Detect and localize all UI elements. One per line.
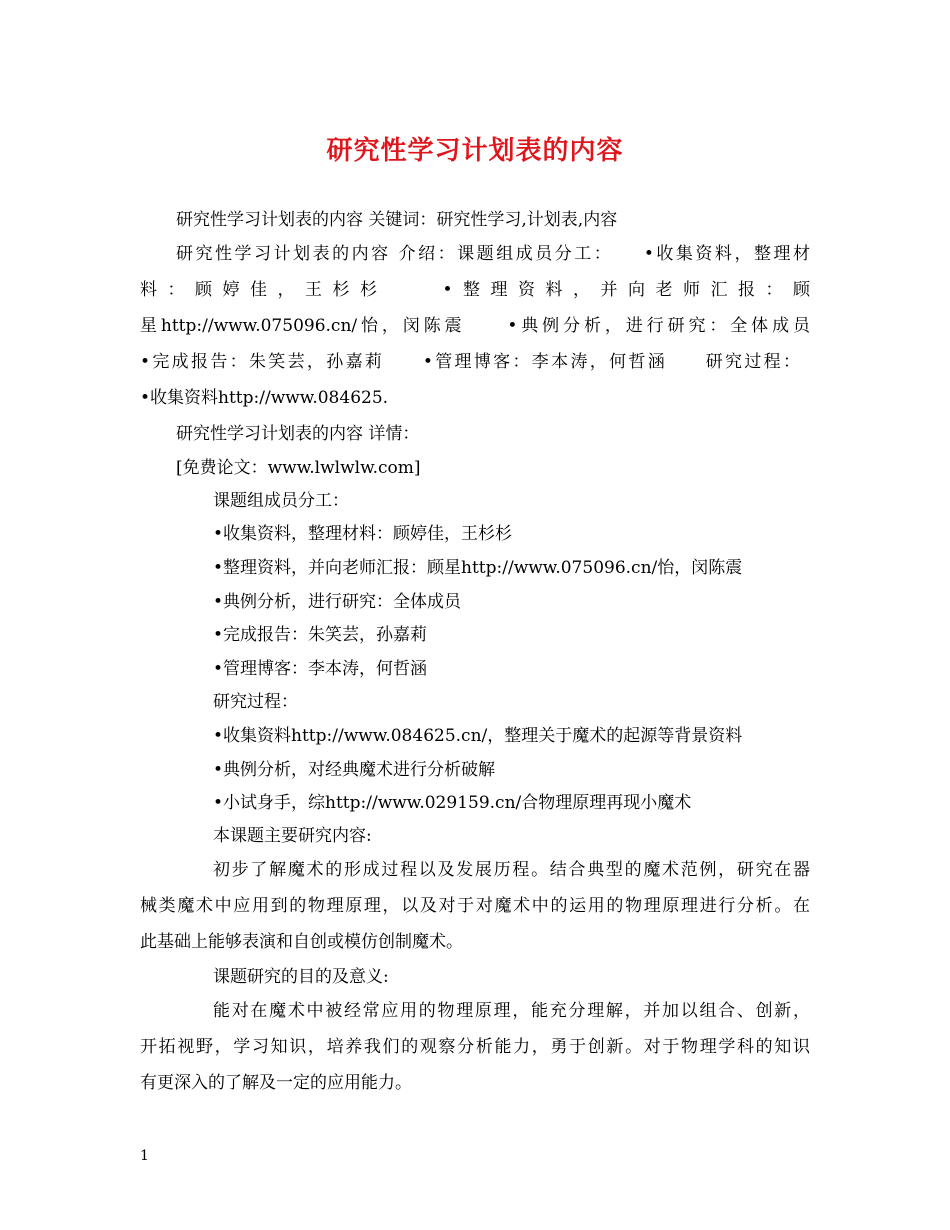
section-heading: 本课题主要研究内容: — [213, 826, 372, 846]
section-heading: 课题组成员分工： — [213, 491, 349, 511]
list-item: •收集资料http://www.084625.cn/，整理关于魔术的起源等背景资料 — [213, 726, 743, 746]
source-line: [免费论文：www.lwlwlw.com] — [176, 458, 421, 478]
document-title: 研究性学习计划表的内容 — [326, 136, 624, 166]
page-number: 1 — [140, 1148, 149, 1164]
list-item: •典例分析，进行研究：全体成员 — [213, 592, 462, 612]
list-item: •管理博客：李本涛，何哲涵 — [213, 659, 428, 679]
paragraph-line: 此基础上能够表演和自创或模仿创制魔术。 — [140, 932, 463, 952]
list-item: •整理资料，并向老师汇报：顾星http://www.075096.cn/怡，闵陈震 — [213, 558, 743, 578]
section-heading: 课题研究的目的及意义: — [213, 967, 389, 987]
section-heading: 研究过程： — [213, 692, 298, 712]
paragraph-line: 开拓视野，学习知识，培养我们的观察分析能力，勇于创新。对于物理学科的知识 — [140, 1037, 810, 1057]
list-item: •收集资料，整理材料：顾婷佳，王杉杉 — [213, 524, 513, 544]
intro-line-2: 料：顾婷佳，王杉杉 •整理资料，并向老师汇报：顾 — [140, 280, 810, 300]
paragraph-line: 初步了解魔术的形成过程以及发展历程。结合典型的魔术范例，研究在器 — [213, 860, 810, 880]
intro-line-1: 研究性学习计划表的内容 介绍：课题组成员分工： •收集资料，整理材 — [176, 244, 810, 264]
keywords-line: 研究性学习计划表的内容 关键词：研究性学习,计划表,内容 — [176, 210, 618, 230]
list-item: •小试身手，综http://www.029159.cn/合物理原理再现小魔术 — [213, 793, 692, 813]
paragraph-line: 能对在魔术中被经常应用的物理原理，能充分理解，并加以组合、创新， — [213, 1001, 810, 1021]
paragraph-line: 有更深入的了解及一定的应用能力。 — [140, 1073, 412, 1093]
intro-line-4: •完成报告：朱笑芸，孙嘉莉 •管理博客：李本涛，何哲涵 研究过程： — [140, 352, 800, 372]
intro-line-3: 星http://www.075096.cn/怡，闵陈震 •典例分析，进行研究：全体成员 — [140, 316, 810, 336]
intro-line-5: •收集资料http://www.084625. — [140, 388, 389, 408]
list-item: •完成报告：朱笑芸，孙嘉莉 — [213, 625, 428, 645]
list-item: •典例分析，对经典魔术进行分析破解 — [213, 760, 496, 780]
details-heading: 研究性学习计划表的内容 详情： — [176, 424, 420, 444]
paragraph-line: 械类魔术中应用到的物理原理，以及对于对魔术中的运用的物理原理进行分析。在 — [140, 896, 810, 916]
